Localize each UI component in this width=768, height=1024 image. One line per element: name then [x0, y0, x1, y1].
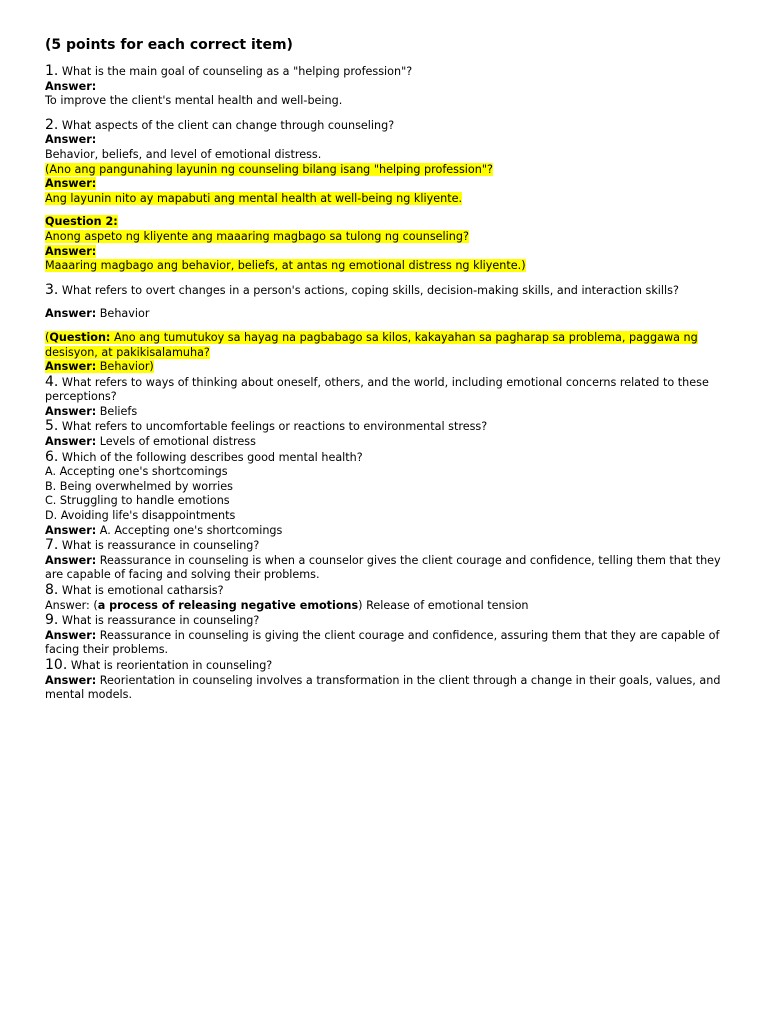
question-number: 8.	[45, 582, 59, 598]
answer-label: Answer:	[45, 404, 97, 418]
answer-label: Answer:	[45, 628, 97, 642]
question-text: What is the main goal of counseling as a "helping profession"?	[58, 65, 413, 78]
answer-6	[45, 524, 723, 539]
translation-question-2: Anong aspeto ng kliyente ang maaaring magbago sa tulong ng counseling?	[45, 229, 469, 243]
answer-label: Answer:	[45, 435, 97, 449]
answer-5	[45, 435, 723, 450]
question-text: What refers to overt changes in a person's actions, coping skills, decision-making skills, and interaction skills?	[58, 283, 679, 297]
page-heading: (5 points for each correct item)	[45, 37, 293, 53]
translation-answer-2: Maaaring magbago ang behavior, beliefs, at antas ng emotional distress ng kliyente.)	[45, 259, 526, 273]
option-c: C. Struggling to handle emotions	[45, 494, 230, 508]
answer-3	[45, 307, 723, 322]
answer-10	[45, 674, 723, 703]
question-text: What refers to ways of thinking about oneself, others, and the world, including emotional concerns related to these perceptions?	[45, 375, 709, 404]
answer-text: A. Accepting one's shortcomings	[96, 523, 283, 537]
question-10	[45, 658, 723, 674]
question-text: What is reassurance in counseling?	[58, 539, 260, 553]
question-text: What is reassurance in counseling?	[58, 614, 260, 628]
option-a: A. Accepting one's shortcomings	[45, 465, 228, 479]
translation-answer-1: Ang layunin nito ay mapabuti ang mental health at well-being ng kliyente.	[45, 191, 463, 205]
answer-prefix: Answer: (	[45, 598, 98, 612]
question-1	[45, 64, 723, 80]
answer-bold-text: a process of releasing negative emotions	[97, 598, 359, 612]
option-d: D. Avoiding life's disappointments	[45, 509, 236, 523]
question-2	[45, 118, 723, 134]
question-number: 6.	[45, 448, 59, 465]
answer-7	[45, 554, 723, 583]
question-9	[45, 613, 723, 629]
translation-answer-label: Answer:	[45, 177, 97, 191]
question-number: 3.	[45, 281, 59, 298]
translation-question-3: (Question: Ano ang tumutukoy sa hayag na pagbabago sa kilos, kakayahan sa pagharap sa problema, paggawa ng desisyon, at pakikisalamuha?	[45, 330, 698, 359]
answer-text: Beliefs	[96, 404, 138, 418]
answer-8	[45, 599, 723, 614]
answer-9	[45, 629, 723, 658]
answer-suffix: ) Release of emotional tension	[358, 598, 529, 612]
answer-label: Answer:	[45, 523, 97, 537]
answer-2: Behavior, beliefs, and level of emotional distress.	[45, 147, 322, 161]
answer-text: Behavior	[96, 307, 150, 321]
question-text: Which of the following describes good mental health?	[58, 450, 363, 464]
question-text: What is reorientation in counseling?	[67, 658, 273, 672]
question-number: 4.	[45, 373, 59, 390]
translation-question-2-label: Question 2:	[45, 215, 118, 229]
answer-text: Reassurance in counseling is when a counselor gives the client courage and confidence, telling them that they are capable of facing and solving their problems.	[45, 553, 721, 582]
question-text: What is emotional catharsis?	[58, 584, 224, 597]
question-5	[45, 419, 723, 435]
answer-text: Reassurance in counseling is giving the client courage and confidence, assuring them that they are capable of facing their problems.	[45, 628, 720, 657]
answer-text: Reorientation in counseling involves a transformation in the client through a change in their goals, values, and mental models.	[45, 673, 721, 702]
translation-question-1: (Ano ang pangunahing layunin ng counseling bilang isang "helping profession"?	[45, 162, 493, 176]
question-3	[45, 283, 723, 299]
translation-question-label: Question:	[49, 330, 111, 344]
translation-answer-text: Behavior)	[96, 360, 154, 374]
translation-answer-label: Answer:	[45, 360, 97, 374]
translation-answer-label: Answer:	[45, 244, 97, 258]
answer-label: Answer:	[45, 79, 97, 93]
question-8	[45, 583, 723, 599]
question-number: 10.	[45, 656, 68, 673]
answer-text: Levels of emotional distress	[96, 435, 256, 449]
question-number: 2.	[45, 116, 59, 133]
question-number: 5.	[45, 418, 59, 435]
option-b: B. Being overwhelmed by worries	[45, 479, 233, 493]
translation-answer-3	[45, 360, 723, 375]
answer-label: Answer:	[45, 307, 97, 321]
answer-1: To improve the client's mental health and well-being.	[45, 94, 343, 108]
answer-label: Answer:	[45, 553, 97, 567]
translation-question-text: Ano ang tumutukoy sa hayag na pagbabago sa kilos, kakayahan sa pagharap sa problema, paggawa ng desisyon, at pakikisalamuha?	[45, 330, 698, 359]
question-text: What refers to uncomfortable feelings or reactions to environmental stress?	[58, 420, 488, 434]
question-6	[45, 450, 723, 466]
question-number: 7.	[45, 537, 59, 554]
answer-4	[45, 405, 723, 420]
question-4	[45, 375, 723, 405]
answer-label: Answer:	[45, 133, 97, 147]
question-7	[45, 538, 723, 554]
question-number: 9.	[45, 612, 59, 629]
question-number: 1.	[45, 63, 59, 79]
question-text: What aspects of the client can change through counseling?	[58, 118, 395, 132]
answer-label: Answer:	[45, 673, 97, 687]
